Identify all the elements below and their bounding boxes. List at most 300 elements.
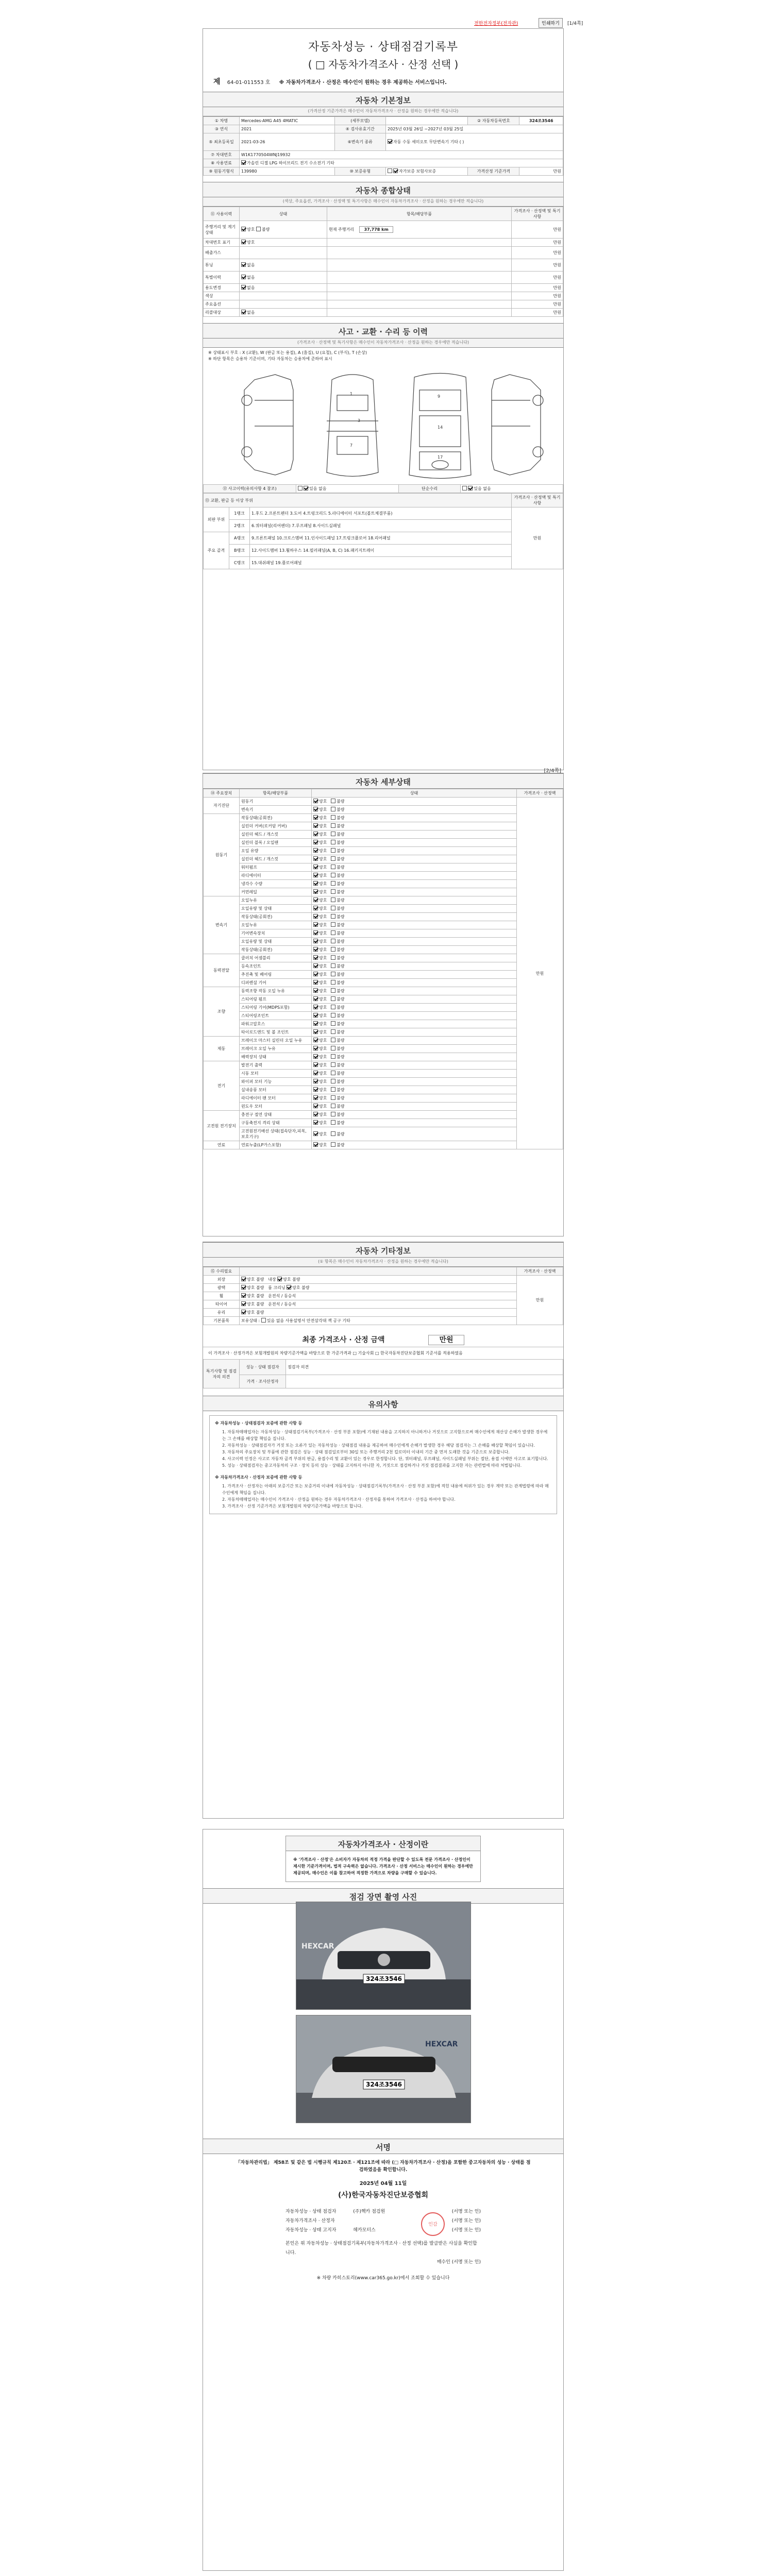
detail-state: 양호 불량 — [312, 839, 517, 847]
detail-state: 양호 불량 — [312, 822, 517, 831]
header-notice: ※ 자동차가격조사 · 산정은 매수인이 원하는 경우 제공하는 서비스입니다. — [279, 80, 447, 86]
price-unit: 만원 — [428, 1335, 464, 1345]
overall-state-special: 없음 — [240, 272, 327, 284]
accident-title: 사고 · 교환 · 수리 등 이력 — [203, 323, 563, 338]
overall-row-color: 색상 — [204, 292, 240, 300]
detail-row — [204, 1103, 563, 1111]
warranty-label: ⑩ 보증유형 — [334, 167, 385, 176]
detail-state: 양호 불량 — [312, 872, 517, 880]
sign-body: 「자동차관리법」 제58조 및 같은 법 시행규칙 제120조 · 제121조에 따라 (□ 자동차가격조사 · 산정)을 포함한 중고자동차의 성능 · 상태를 점검하였음을 확인합니다. — [236, 2160, 531, 2173]
detail-row — [204, 1127, 563, 1141]
sign-notifier-label: 자동차성능 · 상태 고지자 — [285, 2228, 337, 2233]
fuel-value: 가솔린 디젤 LPG 하이브리드 전기 수소전기 기타 — [247, 161, 334, 165]
detail-state: 양호 불량 — [312, 1111, 517, 1119]
basic-sub: (가격산정 기준가격은 매수인이 자동차가격조사 · 산정을 원하는 경우에만 적습니다) — [203, 107, 563, 116]
no-suffix: 호 — [265, 80, 271, 86]
detail-state: 양호 불량 — [312, 1103, 517, 1111]
page-label: [1/4쪽] — [567, 21, 583, 26]
etc-cleaning-v: 양호 불량 — [292, 1285, 310, 1290]
detail-state: 양호 불량 — [312, 1053, 517, 1061]
inspection-period: 2025년 03월 26일 ~2027년 03월 25일 — [386, 125, 563, 133]
legend-line-2: ※ 하단 항목은 승용차 기준이며, 기타 자동차는 승용차에 준하여 표시 — [208, 357, 332, 361]
plate-2: 324조3546 — [365, 2081, 402, 2088]
etc-sub: (① 항목은 매수인이 자동차가격조사 · 산정을 원하는 경우에만 적습니다) — [203, 1258, 563, 1267]
detail-state: 양호 불량 — [312, 1070, 517, 1078]
sign-section — [203, 2139, 563, 2281]
caution-box — [209, 1415, 557, 1514]
etc-interior-v: 양호 불량 — [283, 1277, 300, 1282]
detail-state: 양호 불량 — [312, 929, 517, 938]
base-price-unit: 만원 — [519, 167, 563, 176]
detail-item: 냉각수 수량 — [240, 880, 312, 888]
detail-item: 커먼레일 — [240, 888, 312, 896]
detail-head-1: 항목/해당부품 — [240, 789, 312, 798]
warranty-value: 자가보증 보험사보증 — [399, 169, 436, 174]
detail-state: 양호 불량 — [312, 1127, 517, 1141]
detail-row — [204, 1094, 563, 1103]
detail-item: 스티어링 펌프 — [240, 995, 312, 1004]
detail-row — [204, 1141, 563, 1149]
photo-front — [296, 1902, 471, 2010]
caution-5: 5. 성능 · 상태점검자는 중고자동차의 구조 · 장치 등의 성능 · 상태를 고지하지 아니한 자, 거짓으로 점검하거나 거짓 점검결과를 고지한 자는 관련법에 따라 처벌됩니다. — [222, 1463, 522, 1468]
detail-item: 연료누출(LP가스포함) — [240, 1141, 312, 1149]
detail-row — [204, 979, 563, 987]
caution-section — [203, 1396, 563, 1514]
caution-2: 2. 자동차성능 · 상태점검자가 거짓 또는 오류가 있는 자동차성능 · 상태점검 내용을 제공하여 매수인에게 손해가 발생한 경우 해당 점검자는 그 손해를 배상할 책임이 있습니다. — [222, 1443, 535, 1448]
caution2-1: 1. 가격조사 · 산정자는 아래의 보증기간 또는 보증거리 이내에 자동차성능 · 상태점검기록부(가격조사 · 산정 부분 포함)에 적힌 내용에 허위가 있는 경우 계약 또는 관계법령에 따라 매수인에게 책임을 집니다. — [222, 1484, 549, 1495]
detail-item: 원동기 — [240, 798, 312, 806]
detail-row — [204, 1111, 563, 1119]
rank-c-items: 15.대쉬패널 19.플로어패널 — [250, 557, 512, 569]
detail-state: 양호 불량 — [312, 971, 517, 979]
service-box — [285, 1836, 481, 1882]
detail-state: 양호 불량 — [312, 913, 517, 921]
page-3 — [203, 1242, 564, 1819]
sign-rows — [285, 2207, 481, 2267]
detail-item: 브레이크 오일 누유 — [240, 1045, 312, 1053]
parts-price: 만원 — [512, 507, 563, 569]
detail-price: 만원 — [517, 798, 563, 1149]
overall-price-2: 만원 — [512, 247, 563, 259]
overall-col4: 가격조사 · 산정액 및 특기사항 — [512, 207, 563, 221]
detail-row — [204, 905, 563, 913]
detail-item: 실린더 블록 / 오일팬 — [240, 839, 312, 847]
accident-parts-table — [203, 493, 563, 569]
etc-tire: 타이어 — [204, 1300, 240, 1309]
car-top-view — [327, 375, 378, 477]
detail-state: 양호 불량 — [312, 896, 517, 905]
detail-item: 실린더 커버(로커암 커버) — [240, 822, 312, 831]
sign-appraiser-label: 자동차가격조사 · 산정자 — [285, 2218, 335, 2224]
detail-state: 양호 불량 — [312, 1028, 517, 1037]
parts-head: ⑬ 교환, 판금 등 이상 부위 — [204, 494, 512, 507]
warranty-options — [386, 167, 468, 176]
egov-link[interactable]: 전한전자정부(전자관) — [474, 21, 518, 26]
year-value: 2021 — [240, 125, 335, 133]
group-outer: 외판 부위 — [204, 507, 229, 532]
rank-a: A랭크 — [229, 532, 250, 545]
caution-4: 4. 사고이력 인정은 사고로 자동차 골격 부위의 판금, 용접수리 및 교환이 있는 경우로 한정합니다. 단, 쿼터패널, 루프패널, 사이드실패널 부위는 절단, 용접 시에만 사고로 표기합니다. — [222, 1456, 548, 1461]
sign-title: 서명 — [203, 2139, 563, 2154]
first-reg-label: ⑤ 최초등록일 — [204, 133, 240, 151]
detail-state: 양호 불량 — [312, 962, 517, 971]
service-title: 자동차가격조사 · 산정이란 — [286, 1836, 480, 1851]
engine-label: ⑨ 원동기형식 — [204, 167, 240, 176]
first-reg-date: 2021-03-26 — [240, 133, 335, 151]
detail-row — [204, 987, 563, 995]
etc-gloss: 광택 — [204, 1284, 240, 1292]
overall-state-vin: 양호 — [240, 239, 327, 247]
detail-state: 양호 불량 — [312, 995, 517, 1004]
detail-item: 고전원전기배선 상태(접속단자,피복,보호기구) — [240, 1127, 312, 1141]
accident-table — [203, 484, 563, 493]
checkbox-self — [388, 168, 392, 173]
engine-value: 139980 — [240, 167, 335, 176]
detail-state: 양호 불량 — [312, 1119, 517, 1127]
detail-item: 발전기 출력 — [240, 1061, 312, 1070]
page-4 — [203, 1829, 564, 2571]
print-button[interactable]: 인쇄하기 — [539, 18, 563, 28]
detail-row — [204, 1037, 563, 1045]
detail-item: 실린더 헤드 / 개스킷 — [240, 855, 312, 863]
detail-row — [204, 971, 563, 979]
etc-cleaning: 룸 크리닝 — [268, 1285, 285, 1290]
overall-price-5: 만원 — [512, 284, 563, 292]
detail-group: 자기진단 — [204, 798, 240, 814]
car-side-right — [492, 375, 543, 475]
checkbox-insurer — [393, 168, 398, 173]
detail-item: 배력장치 상태 — [240, 1053, 312, 1061]
basic-table — [203, 116, 563, 176]
detail-row — [204, 831, 563, 839]
detail-state: 양호 불량 — [312, 946, 517, 954]
etc-glass: 유리 — [204, 1309, 240, 1317]
etc-wheel-passenger: 동승석 — [284, 1294, 296, 1298]
detail-item: 스티어링조인트 — [240, 1012, 312, 1020]
etc-basic-items: 있음 없음 사용설명서 안전삼각대 잭 공구 기타 — [266, 1318, 350, 1323]
plate-label: ② 자동차등록번호 — [468, 117, 519, 125]
overall-price-0: 만원 — [512, 221, 563, 239]
detail-row — [204, 888, 563, 896]
caution-list-1 — [215, 1429, 551, 1469]
car-name-label: ① 차명 — [204, 117, 240, 125]
sign-buyer: 매수인 — [436, 2260, 450, 2265]
detail-item: 동력조향 작동 오일 누유 — [240, 987, 312, 995]
detail-row — [204, 863, 563, 872]
detail-row — [204, 1086, 563, 1094]
overall-row-tuning: 튜닝 — [204, 259, 240, 272]
overall-price-6: 만원 — [512, 292, 563, 300]
accident-row-label: ⑫ 사고이력(유의사항 4 참조) — [204, 485, 296, 493]
service-body: ※ '가격조사 · 산정'은 소비자가 자동차의 적정 가격을 판단할 수 있도록 전문 가격조사 · 산정인이 제시한 기준가격이며, 법적 구속력은 없습니다. 가격조사 · 산정 서비스는 매수인이 원하는 경우에만 제공되며, 매수인은 이를 참고하여 적정한 가격으로 차량을 구매할 수 있습니다. — [293, 1857, 473, 1875]
detail-item: 와이퍼 모터 기능 — [240, 1078, 312, 1086]
detail-state: 양호 불량 — [312, 1045, 517, 1053]
group-frame: 주요 골격 — [204, 532, 229, 569]
overall-price-8: 만원 — [512, 309, 563, 317]
etc-table: ⑮ 수리필요 가격조사 · 산정액 외장 양호 불량 내장 양호 불량 만원 광택 양호 불량 룸 크리닝 양호 불량 휠 양호 불량 운전석 / 동승석 타이어 양호 불량 운전석 / 동승석 유리 양호 불량 기본품목 보유상태 : 있음 없음 사용설명서 안전삼각대 잭 공구 기타 — [203, 1267, 563, 1325]
checkbox-gasoline — [241, 160, 246, 165]
overall-row-usage: 용도변경 — [204, 284, 240, 292]
brand-1: HEXCAR — [301, 1942, 334, 1951]
detail-state: 양호 불량 — [312, 1004, 517, 1012]
seal-1: (서명 또는 인) — [451, 2209, 481, 2214]
overall-price-7: 만원 — [512, 300, 563, 309]
detail-item: 디퍼렌셜 기어 — [240, 979, 312, 987]
basic-section — [203, 92, 563, 176]
detail-group: 연료 — [204, 1141, 240, 1149]
accident-sub: (가격조사 · 산정액 및 특기사항은 매수인이 자동차가격조사 · 산정을 원하는 경우에만 적습니다) — [203, 338, 563, 348]
detail-row — [204, 880, 563, 888]
simple-repair-label: 단순수리 — [398, 485, 461, 493]
detail-head-0: ⑭ 주요장치 — [204, 789, 240, 798]
detail-state: 양호 불량 — [312, 888, 517, 896]
photo-rear — [296, 2015, 471, 2123]
detail-table — [203, 789, 563, 1149]
overall-row-vin: 차대번호 표기 — [204, 239, 240, 247]
etc-tire-v: 양호 불량 — [247, 1302, 264, 1307]
etc-wheel-driver: 운전석 — [268, 1294, 280, 1298]
etc-title: 자동차 기타정보 — [203, 1242, 563, 1258]
rank-1-items: 1.후드 2.프론트펜더 3.도어 4.트렁크리드 5.라디에이터 서포트(볼트체결부품) — [250, 507, 512, 520]
car-name: Mercedes-AMG A45 4MATIC — [240, 117, 335, 125]
detail-item: 오일유량 및 상태 — [240, 938, 312, 946]
detail-item: 추진축 및 베어링 — [240, 971, 312, 979]
sign-footer: ※ 차량 카히스토리(www.car365.go.kr)에서 조회할 수 있습니다 — [316, 2276, 450, 2281]
etc-wheel: 휠 — [204, 1292, 240, 1300]
opinion-inspector: 성능 · 상태 점검자 — [240, 1360, 286, 1375]
detail-row — [204, 822, 563, 831]
etc-head-2: 가격조사 · 산정액 — [517, 1267, 563, 1276]
photo-rear-svg — [296, 2015, 471, 2123]
detail-row — [204, 839, 563, 847]
overall-col1: ⑪ 사용이력 — [204, 207, 240, 221]
detail-item: 스티어링 기어(MDPS포함) — [240, 1004, 312, 1012]
page-2 — [203, 768, 564, 1236]
detail-item: 시동 모터 — [240, 1070, 312, 1078]
etc-exterior-v: 양호 불량 — [247, 1277, 264, 1282]
detail-state: 양호 불량 — [312, 987, 517, 995]
overall-state-recall: 없음 — [240, 309, 327, 317]
overall-price-4: 만원 — [512, 272, 563, 284]
etc-wheel-v: 양호 불량 — [247, 1294, 264, 1298]
transmission-label: ⑥변속기 종류 — [334, 133, 385, 151]
detail-state: 양호 불량 — [312, 1037, 517, 1045]
etc-gloss-v: 양호 불량 — [247, 1285, 264, 1290]
etc-basic: 기본품목 — [204, 1317, 240, 1325]
detail-state: 양호 불량 — [312, 847, 517, 855]
doc-header — [203, 29, 563, 87]
sign-date: 2025년 04월 11일 — [359, 2181, 407, 2187]
detail-group: 조향 — [204, 987, 240, 1037]
detail-row — [204, 921, 563, 929]
detail-item: 라디에이터 팬 모터 — [240, 1094, 312, 1103]
mileage-cell: 현재 주행거리 37,778 km — [327, 221, 512, 239]
detail-item: 오일누유 — [240, 921, 312, 929]
checkbox-auto — [388, 139, 392, 144]
detail-row — [204, 1119, 563, 1127]
detail-group: 동력전달 — [204, 954, 240, 987]
vin-value: W1K1770504WNJ19932 — [240, 151, 563, 159]
diagram-part-14: 14 — [438, 425, 443, 430]
etc-interior: 내장 — [268, 1277, 276, 1282]
overall-col2: 상태 — [240, 207, 327, 221]
detail-state: 양호 불량 — [312, 1012, 517, 1020]
doc-subtitle: ( □ 자동차가격조사 · 산정 선택 ) — [308, 58, 459, 71]
inspection-label: ④ 검사유효기간 — [334, 125, 385, 133]
price-title: 최종 가격조사 · 산정 금액 — [302, 1336, 385, 1344]
rank-a-items: 9.프론트패널 10.크로스멤버 11.인사이드패널 17.트렁크플로어 18.리어패널 — [250, 532, 512, 545]
etc-basic-v: 보유상태 — [241, 1318, 257, 1323]
detail-row — [204, 1078, 563, 1086]
rank-b: B랭크 — [229, 545, 250, 557]
simple-repair-value: 있음 없음 — [461, 485, 563, 493]
overall-row-mileage: 주행거리 및 계기상태 — [204, 221, 240, 239]
detail-item: 오일 유량 — [240, 847, 312, 855]
overall-state-tuning: 없음 — [240, 259, 327, 272]
opinion-appraiser: 가격 · 조사산정자 — [240, 1375, 286, 1388]
detail-state: 양호 불량 — [312, 1020, 517, 1028]
fuel-options — [240, 159, 563, 167]
detail-state: 양호 불량 — [312, 863, 517, 872]
detail-head-2: 상태 — [312, 789, 517, 798]
parts-price-head: 가격조사 · 산정액 및 특기사항 — [512, 494, 563, 507]
detail-state: 양호 불량 — [312, 880, 517, 888]
overall-row-recall: 리콜대상 — [204, 309, 240, 317]
diagram-part-17: 17 — [438, 455, 443, 460]
detail-item: 기어변속장치 — [240, 929, 312, 938]
car-diagram — [203, 364, 563, 483]
caution-head-2: ※ 자동차가격조사 · 산정자 보증에 관한 사항 등 — [215, 1475, 303, 1480]
sign-org: (사)한국자동차진단보증협회 — [338, 2191, 429, 2199]
detail-state: 양호 불량 — [312, 979, 517, 987]
price-section — [203, 1332, 563, 1388]
detail-item: 작동상태(공회전) — [240, 946, 312, 954]
detail-item: 브레이크 마스터 실린더 오일 누유 — [240, 1037, 312, 1045]
detail-row — [204, 1053, 563, 1061]
no-label: 제 — [213, 78, 221, 86]
mileage-value: 37,778 km — [359, 226, 393, 233]
seal-2: (서명 또는 인) — [451, 2218, 481, 2224]
diagram-part-7: 7 — [350, 443, 353, 448]
detail-head-3: 가격조사 · 산정액 — [517, 789, 563, 798]
caution-3: 3. 자동차의 주요장치 및 부품에 관한 점검은 성능 · 상태 점검일로부터 30일 또는 주행거리 2천 킬로미터 이내의 기간 중 먼저 도래한 것을 기준으로 보증합니다. — [222, 1450, 510, 1454]
opinion-label: 특기사항 및 점검자의 의견 — [204, 1360, 240, 1388]
diagram-part-3: 3 — [358, 418, 361, 423]
vin-label: ⑦ 차대번호 — [204, 151, 240, 159]
detail-item: 등속조인트 — [240, 962, 312, 971]
opinion-table — [203, 1359, 563, 1388]
detail-item: 윈도우 모터 — [240, 1103, 312, 1111]
photo-front-svg — [296, 1902, 471, 2010]
etc-head-1 — [240, 1267, 517, 1276]
etc-exterior: 외장 — [204, 1276, 240, 1284]
accident-legend — [203, 348, 563, 364]
overall-table — [203, 207, 563, 317]
diagram-part-1: 1 — [350, 392, 353, 396]
detail-group: 제동 — [204, 1037, 240, 1061]
accident-section — [203, 323, 563, 569]
plate-1: 324조3546 — [365, 1975, 402, 1982]
no-value: 64-01-011553 — [227, 80, 264, 86]
caution-title: 유의사항 — [203, 1396, 563, 1411]
detail-row — [204, 1070, 563, 1078]
detail-state: 양호 불량 — [312, 1078, 517, 1086]
sign-inspector: (주)헥카 점검원 — [353, 2209, 385, 2214]
rank-2-items: 6.쿼터패널(리어펜더) 7.루프패널 8.사이드실패널 — [250, 520, 512, 532]
caution-1: 1. 자동차매매업자는 자동차성능 · 상태점검기록부(가격조사 · 산정 부분 포함)에 기재된 내용을 고지하지 아니하거나 거짓으로 고지함으로써 매수인에게 재산상 손해가 발생한 경우에는 그 손해를 배상할 책임을 집니다. — [222, 1430, 548, 1441]
detail-item: 클러치 어셈블리 — [240, 954, 312, 962]
detail-row — [204, 1020, 563, 1028]
detail-state: 양호 불량 — [312, 1086, 517, 1094]
overall-row-special: 특별이력 — [204, 272, 240, 284]
detail-row — [204, 847, 563, 855]
accident-value: 있음 없음 — [296, 485, 399, 493]
doc-title: 자동차성능 · 상태점검기록부 — [308, 41, 458, 54]
detail-state: 양호 불량 — [312, 806, 517, 814]
rank-b-items: 12.사이드멤버 13.휠하우스 14.필러패널(A, B, C) 16.패키지트레이 — [250, 545, 512, 557]
legend-line-1: ※ 상태표시 부호 : X (교환), W (판금 또는 용접), A (흠집), U (요철), C (부식), T (손상) — [208, 350, 367, 355]
overall-state-usage: 없음 — [240, 284, 327, 292]
year-label: ③ 연식 — [204, 125, 240, 133]
detail-state: 양호 불량 — [312, 1061, 517, 1070]
detail-row — [204, 1012, 563, 1020]
detail-group: 변속기 — [204, 896, 240, 954]
detail-item: 충전구 절연 상태 — [240, 1111, 312, 1119]
overall-row-exhaust: 배출가스 — [204, 247, 240, 259]
detail-item: 실린더 헤드 / 개스킷 — [240, 831, 312, 839]
page-2-num: [2/4쪽] — [544, 768, 561, 774]
detail-state: 양호 불량 — [312, 1141, 517, 1149]
opinion-appraiser-v — [286, 1375, 563, 1388]
detail-state: 양호 불량 — [312, 954, 517, 962]
sign-inspector-label: 자동차성능 · 상태 점검자 — [285, 2209, 337, 2214]
detail-group: 고전원 전기장치 — [204, 1111, 240, 1141]
detail-group: 전기 — [204, 1061, 240, 1111]
detail-row — [204, 1004, 563, 1012]
detail-state: 양호 불량 — [312, 905, 517, 913]
seal-3: (서명 또는 인) — [451, 2228, 481, 2233]
overall-price-1: 만원 — [512, 239, 563, 247]
detail-row — [204, 814, 563, 822]
detail-row — [204, 1061, 563, 1070]
detail-item: 타이로드엔드 및 볼 조인트 — [240, 1028, 312, 1037]
seal-4: (서명 또는 인) — [451, 2260, 481, 2265]
detail-state: 양호 불량 — [312, 938, 517, 946]
detail-row — [204, 995, 563, 1004]
detail-item: 실내송풍 모터 — [240, 1086, 312, 1094]
overall-state-mileage: 양호 불량 — [240, 221, 327, 239]
detail-row — [204, 1045, 563, 1053]
detail-item: 작동상태(공회전) — [240, 913, 312, 921]
detail-row — [204, 806, 563, 814]
brand-2: HEXCAR — [425, 2040, 458, 2048]
diagram-part-9: 9 — [438, 394, 441, 399]
overall-row-options: 주요옵션 — [204, 300, 240, 309]
etc-price: 만원 — [517, 1276, 563, 1325]
detail-row — [204, 798, 563, 806]
detail-row — [204, 896, 563, 905]
caution-list-2 — [215, 1483, 551, 1510]
base-price-label: 가격산정 기준가격 — [468, 167, 519, 176]
page-1 — [203, 28, 564, 770]
overall-section — [203, 182, 563, 317]
caution2-2: 2. 자동차매매업자는 매수인이 가격조사 · 산정을 원하는 경우 자동차가격조사 · 산정자를 통하여 가격조사 · 산정을 하여야 합니다. — [222, 1497, 456, 1502]
transmission-options — [386, 133, 563, 151]
detail-title: 자동차 세부상태 — [203, 773, 563, 789]
detail-row — [204, 872, 563, 880]
etc-head-0: ⑮ 수리필요 — [204, 1267, 240, 1276]
detail-item: 변속기 — [240, 806, 312, 814]
